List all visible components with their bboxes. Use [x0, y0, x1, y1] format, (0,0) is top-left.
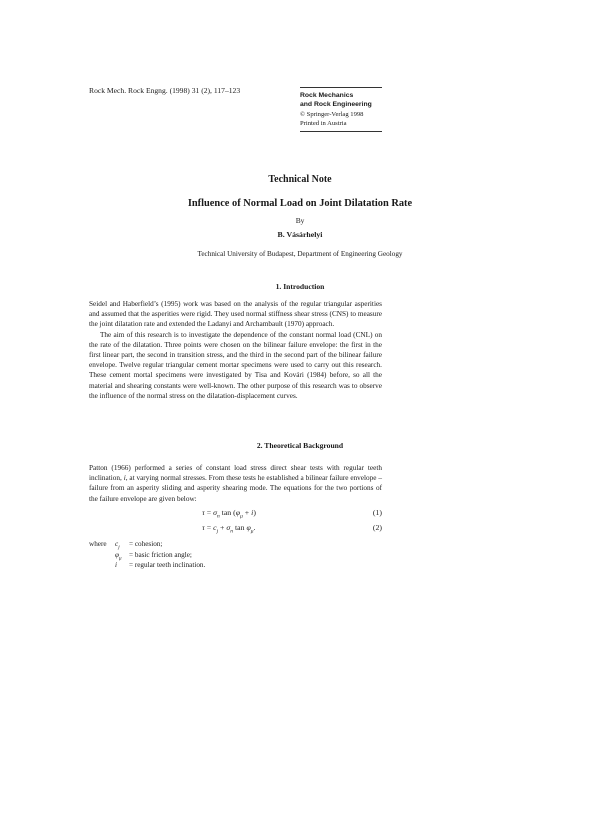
equation-2 — [89, 523, 382, 534]
article-title: Influence of Normal Load on Joint Dilatation Rate — [187, 198, 413, 209]
definition-text: = cohesion; — [129, 540, 163, 548]
equation-2-number: (2) — [372, 523, 382, 532]
note-label: Technical Note — [268, 174, 332, 185]
author-name: B. Vásárhelyi — [277, 230, 323, 239]
section-heading-introduction: 1. Introduction — [275, 282, 325, 291]
printed-line: Printed in Austria — [300, 120, 347, 128]
section-heading-theoretical-background: 2. Theoretical Background — [256, 441, 344, 450]
equation-1 — [89, 508, 382, 519]
journal-name-line2: and Rock Engineering — [300, 101, 372, 109]
introduction-body — [89, 299, 382, 401]
definition-symbol: $\varphi_\mu$ — [115, 550, 122, 562]
copyright-line: © Springer-Verlag 1998 — [300, 110, 364, 118]
publisher-bottom-rule — [300, 131, 382, 132]
equation-1-number: (1) — [372, 508, 382, 517]
theory-paragraph-1: Patton (1966) performed a series of constant load stress direct shear tests with regular teeth inclination, i, at varying normal stresses. From these tests he established a bilinear failure envelope – failure from an asperity sliding and asperity shearing mode. The equations for the two portions of the failure envelope are given below: — [89, 464, 382, 503]
by-line: By — [295, 216, 305, 225]
definition-text: = basic friction angle; — [129, 550, 192, 559]
definition-symbol: i — [115, 561, 117, 570]
intro-paragraph-1: Seidel and Haberfield’s (1995) work was based on the analysis of the regular triangular asperities and assumed that the asperities were rigid. They used normal stiffness shear stress (CNS) to measure the joint dilatation rate and extended the Ladanyi and Archambault (1970) approach. — [89, 300, 382, 329]
definition-symbol: $c_j$ — [115, 540, 120, 551]
journal-name-line1: Rock Mechanics — [300, 92, 354, 99]
publisher-block — [300, 91, 410, 129]
intro-paragraph-2: The aim of this research is to investigate the dependence of the constant normal load (CNL) on the rate of the dilatation. Three points were chosen on the bilinear failure envelope: the first in the first linear part, the second in transition stress, and the third in the second part of the bilinear failure envelope. Twelve regular triangular cement mortar specimens were used to carry out this research. These cement mortal specimens were investigated by Tisa and Kovári (1984) before, so all the material and shearing constants were well-known. The other purpose of this research was to observe the influence of the normal stress on the dilatation-displacement curves. — [89, 330, 382, 400]
equation-2-expression: $\tau = c_j + \sigma_n$ $\tan \varphi_\mu$. — [202, 523, 256, 535]
equation-1-expression: $\tau = \sigma_n$ $\tan (\varphi_\mu + i)$ — [202, 508, 256, 520]
journal-citation: Rock Mech. Rock Engng. (1998) 31 (2), 117–123 — [89, 86, 241, 95]
theory-body — [89, 463, 382, 504]
definition-teeth-inclination — [115, 560, 205, 575]
publisher-top-rule — [300, 87, 382, 88]
author-affiliation: Technical University of Budapest, Department of Engineering Geology — [197, 250, 403, 258]
definition-text: = regular teeth inclination. — [129, 561, 206, 570]
where-label: where — [89, 540, 107, 548]
